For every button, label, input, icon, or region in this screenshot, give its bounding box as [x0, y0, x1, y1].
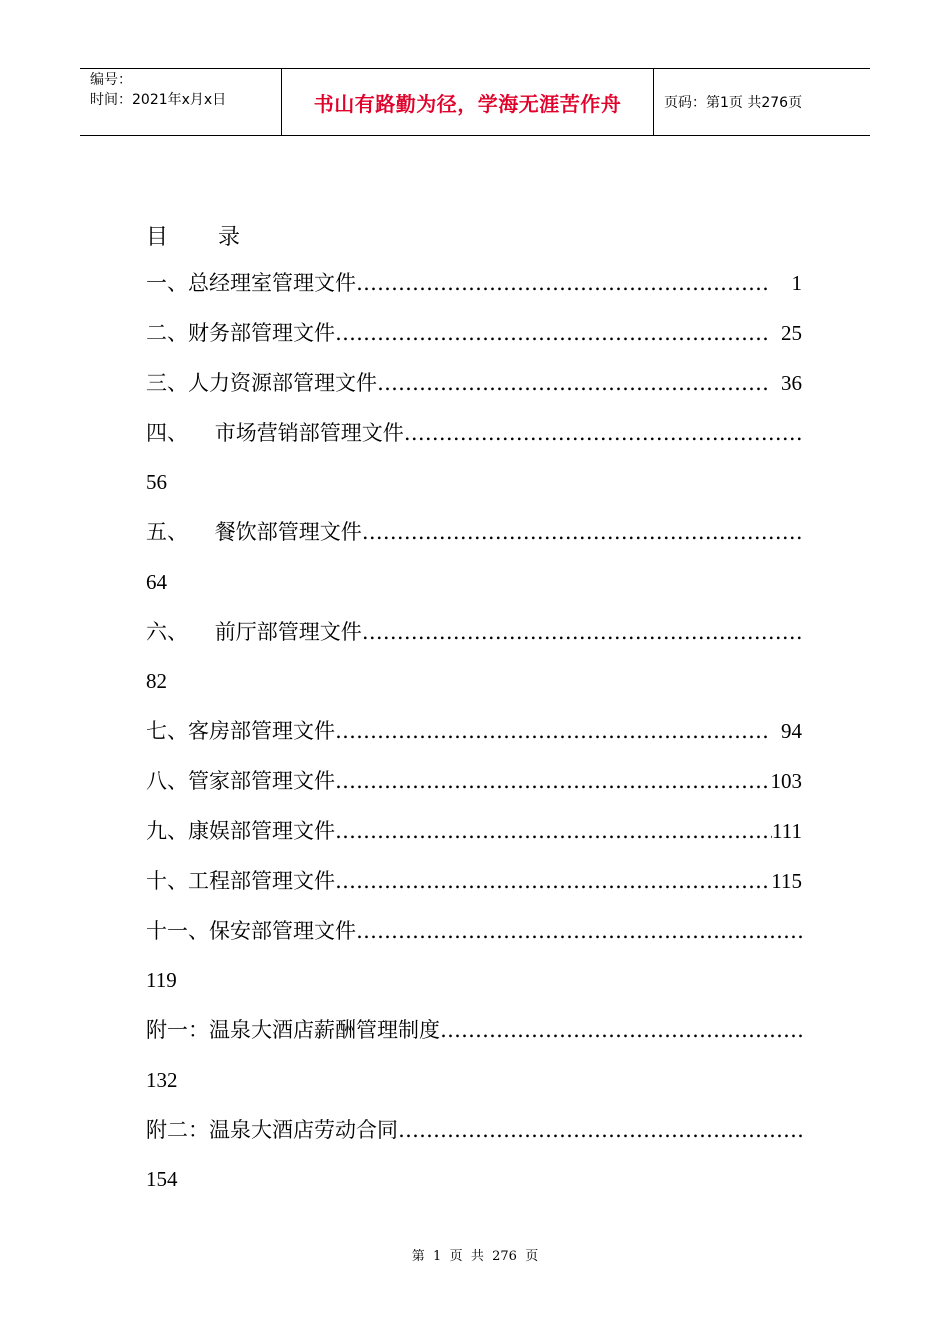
toc-entry-page: 111 [772, 819, 802, 843]
toc-entry-10[interactable] [146, 866, 802, 896]
toc-entry-label: 附二：温泉大酒店劳动合同 [146, 1118, 398, 1142]
toc-entry-label: 三、人力资源部管理文件 [146, 371, 377, 395]
header-page-cell [654, 69, 870, 135]
toc-leader [362, 517, 802, 547]
toc-leader [356, 268, 768, 298]
page-footer: 第 1 页 共 276 页 [411, 1249, 539, 1264]
toc-entry-page: 1 [791, 271, 802, 295]
toc-entry-11[interactable] [146, 916, 802, 946]
toc-entry-label: 六、 前厅部管理文件 [146, 620, 362, 644]
toc-entry-13[interactable] [146, 1115, 802, 1145]
toc-entry-label: 二、财务部管理文件 [146, 321, 335, 345]
toc-entry-7[interactable] [146, 716, 802, 746]
toc-entry-page: 115 [771, 869, 802, 893]
document-time-label: 时间：2021年x月x日 [90, 92, 227, 108]
toc-leader [377, 368, 769, 398]
toc-entry-page: 56 [146, 470, 167, 494]
toc-entry-8[interactable] [146, 766, 802, 796]
toc-leader [404, 418, 802, 448]
header-left-cell [80, 69, 282, 135]
toc-entry-4[interactable] [146, 418, 802, 448]
toc-leader [398, 1115, 802, 1145]
toc-entry-label: 五、 餐饮部管理文件 [146, 520, 362, 544]
header-page-info: 页码：第1页 共276页 [664, 95, 803, 111]
toc-entry-label: 四、 市场营销部管理文件 [146, 421, 404, 445]
toc-leader [362, 617, 802, 647]
toc-entry-page: 94 [781, 719, 802, 743]
toc-entry-label: 附一：温泉大酒店薪酬管理制度 [146, 1018, 440, 1042]
toc-leader [335, 766, 771, 796]
toc-title-a: 目 [146, 225, 169, 250]
toc-leader [356, 916, 802, 946]
toc-leader [440, 1015, 802, 1045]
toc-entry-3[interactable] [146, 368, 802, 398]
toc-entry-page: 103 [770, 769, 802, 793]
toc-entry-label: 一、总经理室管理文件 [146, 271, 356, 295]
toc-entry-label: 七、客房部管理文件 [146, 719, 335, 743]
document-number-label: 编号： [90, 72, 132, 88]
toc-entry-9[interactable] [146, 816, 802, 846]
toc-entry-12[interactable] [146, 1015, 802, 1045]
header-motto-cell [282, 69, 654, 135]
toc-leader [335, 866, 771, 896]
toc-entry-5[interactable] [146, 517, 802, 547]
toc-title-b: 录 [218, 225, 241, 250]
toc-entry-label: 八、管家部管理文件 [146, 769, 335, 793]
toc-entry-page: 119 [146, 968, 177, 992]
header-motto: 书山有路勤为径，学海无涯苦作舟 [313, 91, 622, 116]
toc-entry-6[interactable] [146, 617, 802, 647]
toc-leader [335, 816, 772, 846]
toc-title [146, 220, 240, 251]
toc-entry-page: 64 [146, 570, 167, 594]
toc-entry-2[interactable] [146, 318, 802, 348]
toc-entry-label: 十、工程部管理文件 [146, 869, 335, 893]
toc-entry-label: 九、康娱部管理文件 [146, 819, 335, 843]
toc-entry-label: 十一、保安部管理文件 [146, 919, 356, 943]
toc-entry-page: 25 [781, 321, 802, 345]
toc-leader [335, 716, 769, 746]
toc-entry-page: 36 [781, 371, 802, 395]
toc-entry-page: 132 [146, 1068, 178, 1092]
toc-entry-page: 154 [146, 1167, 178, 1191]
toc-entry-1[interactable] [146, 268, 802, 298]
toc-entry-page: 82 [146, 669, 167, 693]
toc-leader [335, 318, 769, 348]
header-table [80, 68, 870, 136]
